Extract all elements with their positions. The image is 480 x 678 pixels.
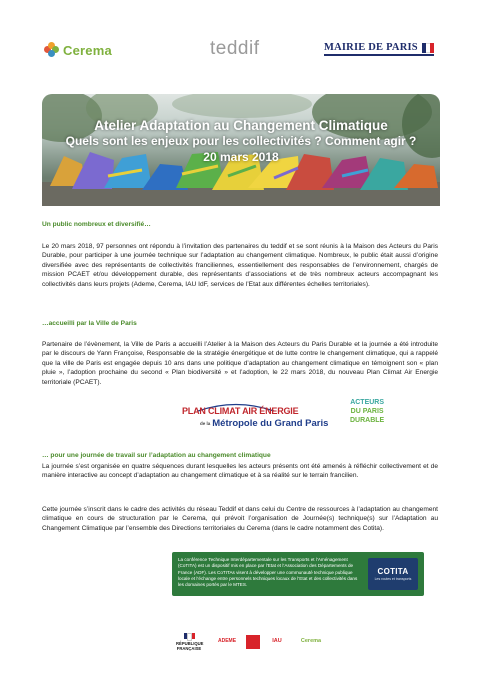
acteurs-line3: DURABLE — [350, 417, 385, 424]
tricolor-flag-icon — [422, 43, 434, 53]
section-text-journee-1: La journée s’est organisée en quatre séquences durant lesquelles les acteurs présents ont été amenés à réfléchir collectivement et de manière interactive au concept d’adaptation au changement climatique et à sa réalité sur le terrain francilien. — [42, 463, 438, 480]
cerema-flower-icon — [44, 42, 60, 58]
cotita-logo-text: COTITA — [377, 567, 409, 576]
section-text-public: Le 20 mars 2018, 97 personnes ont répondu à l’invitation des partenaires du teddif et se sont réunis à la Maison des Acteurs du Paris Durable, pour participer à une journée technique sur l’adaptation au changement climatique. Nombreux, le public était aussi d’origine diversifiée avec des représentants de collectivités franciliennes, essentiellement des responsables de l’environnement, chargés de mission PCAET et/ou développement durable, des représentants d’associations et de très nombreux acteurs accompagnant les collectivités dans leurs projets (Ademe, Cerema, IAU IdF, services de l’Etat aux différentes échelles territoriales). — [42, 243, 438, 288]
teddif-logo: teddif — [210, 38, 260, 59]
republique-logo — [176, 633, 202, 651]
event-banner — [42, 94, 440, 206]
banner-subtitle: Quels sont les enjeux pour les collectivités ? Comment agir ? — [65, 134, 417, 148]
mairie-de-paris-logo — [324, 42, 434, 56]
marianne-flag-icon — [176, 633, 202, 641]
plan-climat-line2-prefix: de la — [200, 420, 211, 426]
plan-climat-line1: PLAN CLIMAT AIR ÉNERGIE — [182, 406, 299, 416]
cerema-logo — [44, 42, 112, 58]
cerema-logo-text: Cerema — [63, 42, 112, 58]
mairie-logo-text: MAIRIE DE PARIS — [324, 42, 418, 53]
acteurs-line1: ACTEURS — [350, 399, 385, 406]
section-heading-journee: … pour une journée de travail sur l’adaptation au changement climatique — [42, 452, 271, 459]
banner-title: Atelier Adaptation au Changement Climatique — [94, 118, 388, 133]
republique-text: RÉPUBLIQUE FRANÇAISE — [176, 641, 204, 651]
cotita-logo — [368, 558, 418, 590]
plan-climat-line2-text: Métropole du Grand Paris — [212, 418, 329, 429]
plan-climat-line2 — [200, 418, 328, 429]
iau-logo: IAU — [272, 638, 282, 644]
paris-shield-icon — [246, 635, 260, 649]
cotita-info-text: La conférence Technique Interdépartementale sur les Transports et l’Aménagement (CoTITA) est un dispositif mis en place par l’Etat et l’Association des Départements de France (ADF). Les CoTITAs visent à développer une communauté technique publique locale et l’échange entre personnels techniques locaux de l’Etat et des collectivités dans les domaines portés par le MTES. — [178, 557, 358, 588]
section-text-ville-de-paris: Partenaire de l’évènement, la Ville de Paris a accueilli l’Atelier à la Maison des Acteurs du Paris Durable et la journée a été introduite par le discours de Yann Françoise, Responsable de la stratégie énergétique et de lutte contre le changement climatique, qui a rappelé que la ville de Paris est engagée depuis 10 ans dans une politique d’adaptation au changement climatique en témoignent son « plan pluie », l’adoption prochaine du second « Plan biodiversité » et l’adoption, le 22 mars 2018, du nouveau Plan Climat Air Energie territoriale (PCAET). — [42, 341, 438, 386]
section-heading-public: Un public nombreux et diversifié… — [42, 221, 151, 228]
plan-climat-metropole-logo — [176, 402, 329, 446]
cerema-footer-logo: Cerema — [300, 638, 322, 644]
cotita-logo-sub: Les routes et transports — [374, 577, 412, 581]
ademe-logo: ADEME — [217, 638, 237, 644]
cotita-info-box — [172, 552, 424, 596]
acteurs-paris-durable-logo — [350, 398, 384, 425]
banner-date: 20 mars 2018 — [203, 150, 279, 164]
acteurs-line2: DU PARIS — [350, 408, 384, 415]
section-heading-ville-de-paris: …accueilli par la Ville de Paris — [42, 320, 137, 327]
section-text-journee-2: Cette journée s’inscrit dans le cadre des activités du réseau Teddif et dans celui du Centre de ressources à l’adaptation au changement climatique en cours de structuration par le Cerema, qui prévoit l’organisation de Journée(s) technique(s) sur l’Adaptation au Changement Climatique par l’ensemble des Directions territoriales du Cerema (dans le cadre notamment des Cotita). — [42, 506, 438, 532]
